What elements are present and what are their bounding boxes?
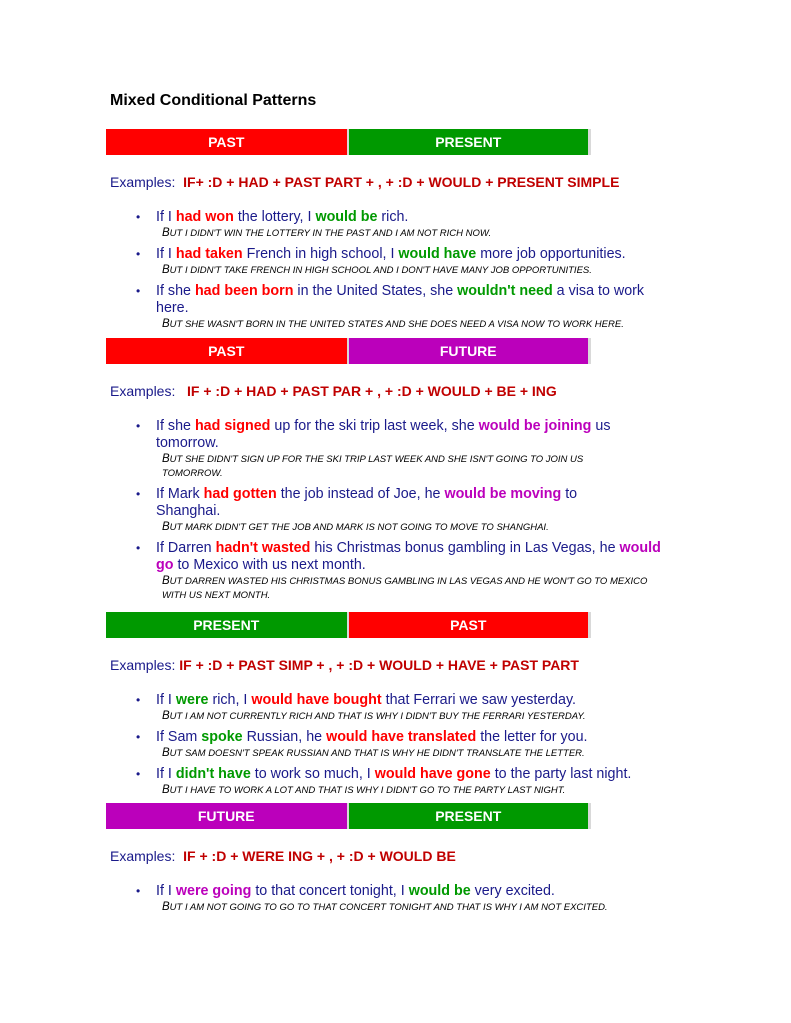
- bullet-icon: •: [136, 487, 141, 501]
- formula: IF+ :D + HAD + PAST PART + , + :D + WOULD + PRESENT SIMPLE: [183, 174, 620, 190]
- bullet-icon: •: [136, 419, 141, 433]
- example-note: BUT SHE DIDN'T SIGN UP FOR THE SKI TRIP LAST WEEK AND SHE ISN'T GOING TO JOIN US TOMORROW.: [162, 453, 584, 479]
- example-note: BUT SHE WASN'T BORN IN THE UNITED STATES AND SHE DOES NEED A VISA NOW TO WORK HERE.: [162, 318, 624, 330]
- example-sentence: If she had signed up for the ski trip last week, she would be joining us tomorrow.: [156, 418, 611, 451]
- example-note: BUT I AM NOT GOING TO GO TO THAT CONCERT TONIGHT AND THAT IS WHY I AM NOT EXCITED.: [162, 901, 608, 913]
- formula: IF + :D + WERE ING + , + :D + WOULD BE: [183, 848, 456, 864]
- list-item: [136, 766, 681, 798]
- list-item: [136, 883, 681, 915]
- bullet-icon: •: [136, 541, 141, 555]
- list-item: [136, 486, 681, 535]
- bullet-icon: •: [136, 767, 141, 781]
- band-right-label: FUTURE: [349, 338, 592, 364]
- example-sentence: If I were rich, I would have bought that Ferrari we saw yesterday.: [156, 692, 577, 708]
- bullet-icon: •: [136, 693, 141, 707]
- band-left-label: PRESENT: [106, 612, 349, 638]
- examples-line: [110, 174, 619, 190]
- band-right-label: PRESENT: [349, 803, 592, 829]
- example-list: [136, 692, 681, 803]
- list-item: [136, 246, 681, 278]
- example-sentence: If she had been born in the United States, she wouldn't need a visa to work here.: [156, 283, 645, 316]
- example-note: BUT I HAVE TO WORK A LOT AND THAT IS WHY I DIDN'T GO TO THE PARTY LAST NIGHT.: [162, 784, 566, 796]
- band-past-present: [106, 129, 591, 155]
- examples-label: Examples:: [110, 383, 176, 399]
- list-item: [136, 209, 681, 241]
- bullet-icon: •: [136, 247, 141, 261]
- examples-line: [110, 383, 557, 399]
- example-list: [136, 209, 681, 337]
- bullet-icon: •: [136, 730, 141, 744]
- example-list: [136, 418, 681, 608]
- example-sentence: If Sam spoke Russian, he would have translated the letter for you.: [156, 729, 588, 745]
- band-left-label: PAST: [106, 129, 349, 155]
- band-right-label: PAST: [349, 612, 592, 638]
- band-left-label: FUTURE: [106, 803, 349, 829]
- example-note: BUT SAM DOESN'T SPEAK RUSSIAN AND THAT IS WHY HE DIDN'T TRANSLATE THE LETTER.: [162, 747, 585, 759]
- example-note: BUT I DIDN'T WIN THE LOTTERY IN THE PAST AND I AM NOT RICH NOW.: [162, 227, 492, 239]
- band-right-label: PRESENT: [349, 129, 592, 155]
- list-item: [136, 540, 681, 603]
- example-note: BUT I AM NOT CURRENTLY RICH AND THAT IS WHY I DIDN'T BUY THE FERRARI YESTERDAY.: [162, 710, 586, 722]
- page-title: Mixed Conditional Patterns: [110, 92, 317, 109]
- example-note: BUT I DIDN'T TAKE FRENCH IN HIGH SCHOOL AND I DON'T HAVE MANY JOB OPPORTUNITIES.: [162, 264, 592, 276]
- band-left-label: PAST: [106, 338, 349, 364]
- bullet-icon: •: [136, 884, 141, 898]
- example-note: BUT MARK DIDN'T GET THE JOB AND MARK IS NOT GOING TO MOVE TO SHANGHAI.: [162, 521, 549, 533]
- band-past-future: [106, 338, 591, 364]
- band-future-present: [106, 803, 591, 829]
- examples-label: Examples:: [110, 657, 176, 673]
- list-item: [136, 418, 681, 481]
- bullet-icon: •: [136, 284, 141, 298]
- examples-label: Examples:: [110, 174, 176, 190]
- formula: IF + :D + PAST SIMP + , + :D + WOULD + HAVE + PAST PART: [179, 657, 579, 673]
- bullet-icon: •: [136, 210, 141, 224]
- band-present-past: [106, 612, 591, 638]
- example-list: [136, 883, 681, 920]
- examples-line: [110, 657, 579, 673]
- example-sentence: If I had taken French in high school, I would have more job opportunities.: [156, 246, 626, 262]
- example-sentence: If I didn't have to work so much, I would have gone to the party last night.: [156, 766, 632, 782]
- example-sentence: If Darren hadn't wasted his Christmas bonus gambling in Las Vegas, he would go to Mexico with us next month.: [156, 540, 661, 573]
- examples-label: Examples:: [110, 848, 176, 864]
- formula: IF + :D + HAD + PAST PAR + , + :D + WOULD + BE + ING: [187, 383, 557, 399]
- example-note: BUT DARREN WASTED HIS CHRISTMAS BONUS GAMBLING IN LAS VEGAS AND HE WON'T GO TO MEXICO WITH US NEXT MONTH.: [162, 575, 648, 601]
- list-item: [136, 729, 681, 761]
- example-sentence: If Mark had gotten the job instead of Joe, he would be moving to Shanghai.: [156, 486, 578, 519]
- examples-line: [110, 848, 456, 864]
- example-sentence: If I had won the lottery, I would be rich.: [156, 209, 409, 225]
- list-item: [136, 283, 681, 332]
- list-item: [136, 692, 681, 724]
- example-sentence: If I were going to that concert tonight, I would be very excited.: [156, 883, 555, 899]
